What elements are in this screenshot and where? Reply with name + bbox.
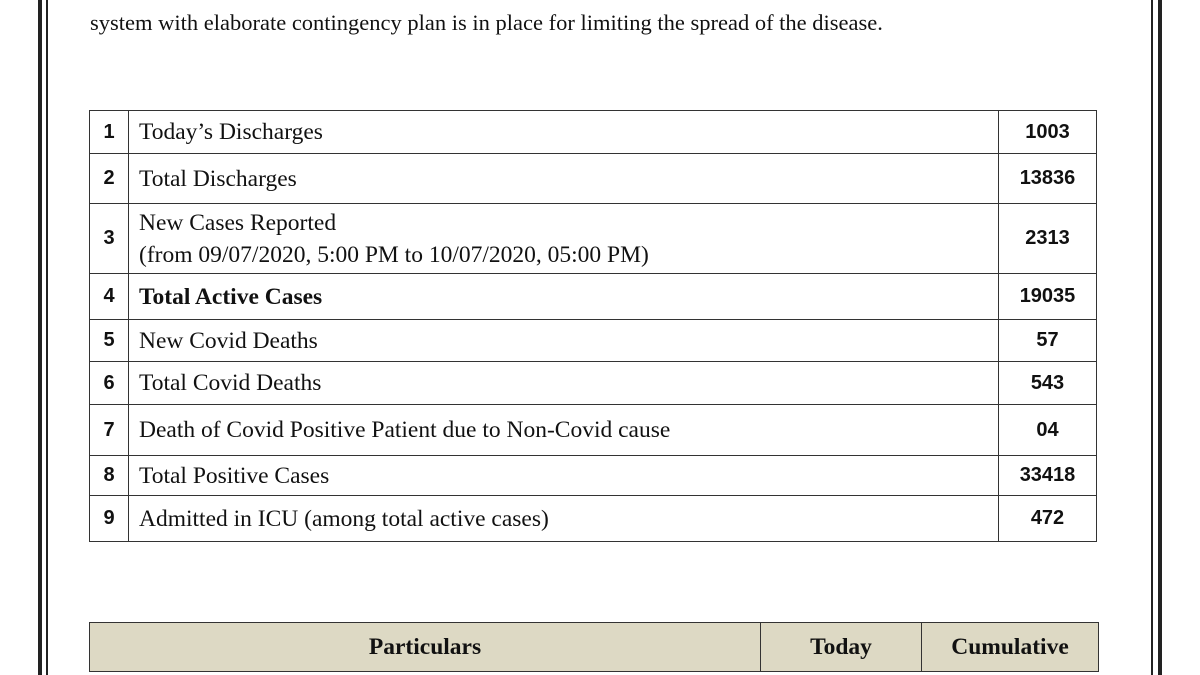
row-label: Death of Covid Positive Patient due to Non-Covid cause <box>129 405 999 456</box>
row-number: 5 <box>90 320 129 362</box>
row-value: 2313 <box>999 204 1097 274</box>
row-label: Total Discharges <box>129 154 999 204</box>
row-number: 6 <box>90 362 129 405</box>
row-value: 04 <box>999 405 1097 456</box>
table-row <box>90 456 1097 496</box>
header-particulars: Particulars <box>90 623 761 672</box>
row-number: 9 <box>90 496 129 542</box>
row-value: 1003 <box>999 111 1097 154</box>
row-number: 1 <box>90 111 129 154</box>
row-number: 3 <box>90 204 129 274</box>
table-row <box>90 204 1097 274</box>
row-number: 2 <box>90 154 129 204</box>
table-row <box>90 154 1097 204</box>
row-value: 543 <box>999 362 1097 405</box>
row-label: Total Positive Cases <box>129 456 999 496</box>
row-number: 4 <box>90 274 129 320</box>
row-label: Today’s Discharges <box>129 111 999 154</box>
row-label-multiline <box>129 204 999 274</box>
row-number: 8 <box>90 456 129 496</box>
table-row <box>90 496 1097 542</box>
particulars-table <box>89 622 1099 672</box>
table-row <box>90 274 1097 320</box>
table-row <box>90 362 1097 405</box>
row-label: Admitted in ICU (among total active cases) <box>129 496 999 542</box>
row-label: New Covid Deaths <box>129 320 999 362</box>
header-today: Today <box>761 623 922 672</box>
page-border-right-inner <box>1151 0 1153 675</box>
table-row <box>90 405 1097 456</box>
row-value: 57 <box>999 320 1097 362</box>
row-label: Total Covid Deaths <box>129 362 999 405</box>
row-number: 7 <box>90 405 129 456</box>
header-cumulative: Cumulative <box>922 623 1099 672</box>
row-value: 13836 <box>999 154 1097 204</box>
covid-stats-table <box>89 110 1097 542</box>
row-value: 472 <box>999 496 1097 542</box>
row-value: 19035 <box>999 274 1097 320</box>
intro-paragraph: system with elaborate contingency plan is in place for limiting the spread of the disease. <box>90 10 883 35</box>
page-border-left-inner <box>46 0 48 675</box>
table-row <box>90 111 1097 154</box>
row-value: 33418 <box>999 456 1097 496</box>
table-row <box>90 320 1097 362</box>
row-label-date-range: (from 09/07/2020, 5:00 PM to 10/07/2020, 05:00 PM) <box>139 241 649 268</box>
row-label: New Cases Reported <box>139 209 337 236</box>
row-label: Total Active Cases <box>129 274 999 320</box>
table-header-row <box>90 623 1099 672</box>
page-border-left-outer <box>38 0 42 675</box>
page-border-right-outer <box>1158 0 1162 675</box>
